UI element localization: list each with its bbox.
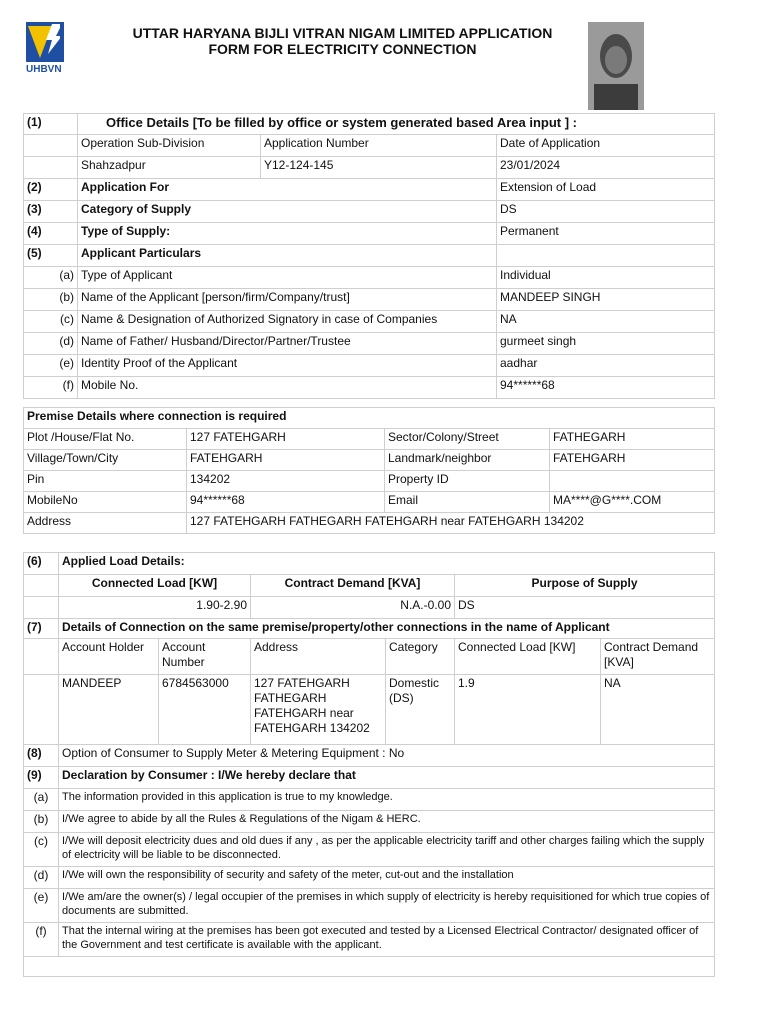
applicant-name-label: Name of the Applicant [person/firm/Company/trust] <box>78 289 497 311</box>
declaration-item: I/We agree to abide by all the Rules & Regulations of the Nigam & HERC. <box>59 811 715 833</box>
item-letter: (c) <box>24 833 59 867</box>
sector-label: Sector/Colony/Street <box>385 429 550 450</box>
connected-load-header: Connected Load [KW] <box>59 575 251 597</box>
connection-title: Details of Connection on the same premise/property/other connections in the name of Applicant <box>59 619 715 639</box>
category-value: DS <box>497 201 715 223</box>
supply-type-label: Type of Supply: <box>78 223 497 245</box>
pin-value: 134202 <box>187 471 385 492</box>
application-for-label: Application For <box>78 179 497 201</box>
item-letter: (e) <box>24 889 59 923</box>
item-letter: (c) <box>24 311 78 333</box>
connection-address-value: 127 FATEHGARH FATHEGARH FATEHGARH near FATEHGARH 134202 <box>251 675 386 745</box>
contract-demand-header: Contract Demand [KVA] <box>251 575 455 597</box>
declaration-item: I/We am/are the owner(s) / legal occupier of the premises in which supply of electricity is hereby requisitioned for which true copies of documents are submitted. <box>59 889 715 923</box>
property-id-label: Property ID <box>385 471 550 492</box>
address-value: 127 FATEHGARH FATHEGARH FATEHGARH near FATEHGARH 134202 <box>187 513 715 534</box>
contract-demand-value: NA <box>601 675 715 745</box>
application-number-label: Application Number <box>261 135 497 157</box>
email-label: Email <box>385 492 550 513</box>
office-details-title: Office Details [To be filled by office or system generated based Area input ] : <box>78 114 715 135</box>
category-value: Domestic (DS) <box>386 675 455 745</box>
item-letter: (a) <box>24 267 78 289</box>
mobile-label: Mobile No. <box>78 377 497 399</box>
plot-value: 127 FATEHGARH <box>187 429 385 450</box>
applicant-type-value: Individual <box>497 267 715 289</box>
uhbvn-logo <box>22 20 82 76</box>
sub-division-value: Shahzadpur <box>78 157 261 179</box>
application-for-value: Extension of Load <box>497 179 715 201</box>
purpose-value: DS <box>455 597 715 619</box>
connected-load-value: 1.90-2.90 <box>59 597 251 619</box>
row-number: (4) <box>24 223 78 245</box>
row-number: (5) <box>24 245 78 267</box>
email-value: MA****@G****.COM <box>550 492 715 513</box>
item-letter: (d) <box>24 867 59 889</box>
section-number: (7) <box>24 619 59 639</box>
item-letter: (d) <box>24 333 78 355</box>
meter-option-text: Option of Consumer to Supply Meter & Metering Equipment : No <box>59 745 715 767</box>
load-title: Applied Load Details: <box>59 553 715 575</box>
identity-proof-label: Identity Proof of the Applicant <box>78 355 497 377</box>
father-name-value: gurmeet singh <box>497 333 715 355</box>
declaration-title: Declaration by Consumer : I/We hereby declare that <box>59 767 715 789</box>
mobile-value: 94******68 <box>497 377 715 399</box>
item-letter: (b) <box>24 289 78 311</box>
row-number: (3) <box>24 201 78 223</box>
declaration-item: I/We will own the responsibility of security and safety of the meter, cut-out and the installation <box>59 867 715 889</box>
application-date-label: Date of Application <box>497 135 715 157</box>
declaration-item: The information provided in this application is true to my knowledge. <box>59 789 715 811</box>
purpose-header: Purpose of Supply <box>455 575 715 597</box>
application-date-value: 23/01/2024 <box>497 157 715 179</box>
landmark-label: Landmark/neighbor <box>385 450 550 471</box>
item-letter: (e) <box>24 355 78 377</box>
item-letter: (a) <box>24 789 59 811</box>
sub-division-label: Operation Sub-Division <box>78 135 261 157</box>
category-label: Category of Supply <box>78 201 497 223</box>
applicant-particulars-value <box>497 245 715 267</box>
premise-title: Premise Details where connection is required <box>24 408 715 429</box>
application-number-value: Y12-124-145 <box>261 157 497 179</box>
account-number-header: Account Number <box>159 639 251 675</box>
blank-row <box>24 957 715 977</box>
supply-type-value: Permanent <box>497 223 715 245</box>
category-header: Category <box>386 639 455 675</box>
form-title <box>100 25 585 57</box>
premise-mobile-value: 94******68 <box>187 492 385 513</box>
row-number: (2) <box>24 179 78 201</box>
sector-value: FATHEGARH <box>550 429 715 450</box>
property-id-value <box>550 471 715 492</box>
load-details-table <box>23 552 715 977</box>
contract-demand-header: Contract Demand [KVA] <box>601 639 715 675</box>
applicant-name-value: MANDEEP SINGH <box>497 289 715 311</box>
account-holder-header: Account Holder <box>59 639 159 675</box>
premise-mobile-label: MobileNo <box>24 492 187 513</box>
title-line-1: UTTAR HARYANA BIJLI VITRAN NIGAM LIMITED APPLICATION <box>132 25 553 41</box>
section-number: (6) <box>24 553 59 575</box>
account-number-value: 6784563000 <box>159 675 251 745</box>
logo-text: UHBVN <box>26 64 62 75</box>
plot-label: Plot /House/Flat No. <box>24 429 187 450</box>
applicant-type-label: Type of Applicant <box>78 267 497 289</box>
section-number: (8) <box>24 745 59 767</box>
landmark-value: FATEHGARH <box>550 450 715 471</box>
item-letter: (f) <box>24 377 78 399</box>
signatory-label: Name & Designation of Authorized Signatory in case of Companies <box>78 311 497 333</box>
address-header: Address <box>251 639 386 675</box>
connected-load-header: Connected Load [KW] <box>455 639 601 675</box>
signatory-value: NA <box>497 311 715 333</box>
premise-details-table <box>23 407 715 534</box>
declaration-item: That the internal wiring at the premises has been got executed and tested by a Licensed Electrical Contractor/ designated officer of the Government and test certificate is available with the applicant. <box>59 923 715 957</box>
identity-proof-value: aadhar <box>497 355 715 377</box>
title-line-2: FORM FOR ELECTRICITY CONNECTION <box>208 41 477 57</box>
declaration-item: I/We will deposit electricity dues and old dues if any , as per the applicable electricity tariff and other charges failing which the supply of electricity will be liable to be disconnected. <box>59 833 715 867</box>
section-number: (9) <box>24 767 59 789</box>
village-label: Village/Town/City <box>24 450 187 471</box>
applicant-photo <box>588 22 644 110</box>
item-letter: (b) <box>24 811 59 833</box>
father-name-label: Name of Father/ Husband/Director/Partner/Trustee <box>78 333 497 355</box>
contract-demand-value: N.A.-0.00 <box>251 597 455 619</box>
office-details-table <box>23 113 715 399</box>
item-letter: (f) <box>24 923 59 957</box>
connected-load-value: 1.9 <box>455 675 601 745</box>
account-holder-value: MANDEEP <box>59 675 159 745</box>
applicant-particulars-label: Applicant Particulars <box>78 245 497 267</box>
pin-label: Pin <box>24 471 187 492</box>
section-number: (1) <box>24 114 78 135</box>
address-label: Address <box>24 513 187 534</box>
village-value: FATEHGARH <box>187 450 385 471</box>
